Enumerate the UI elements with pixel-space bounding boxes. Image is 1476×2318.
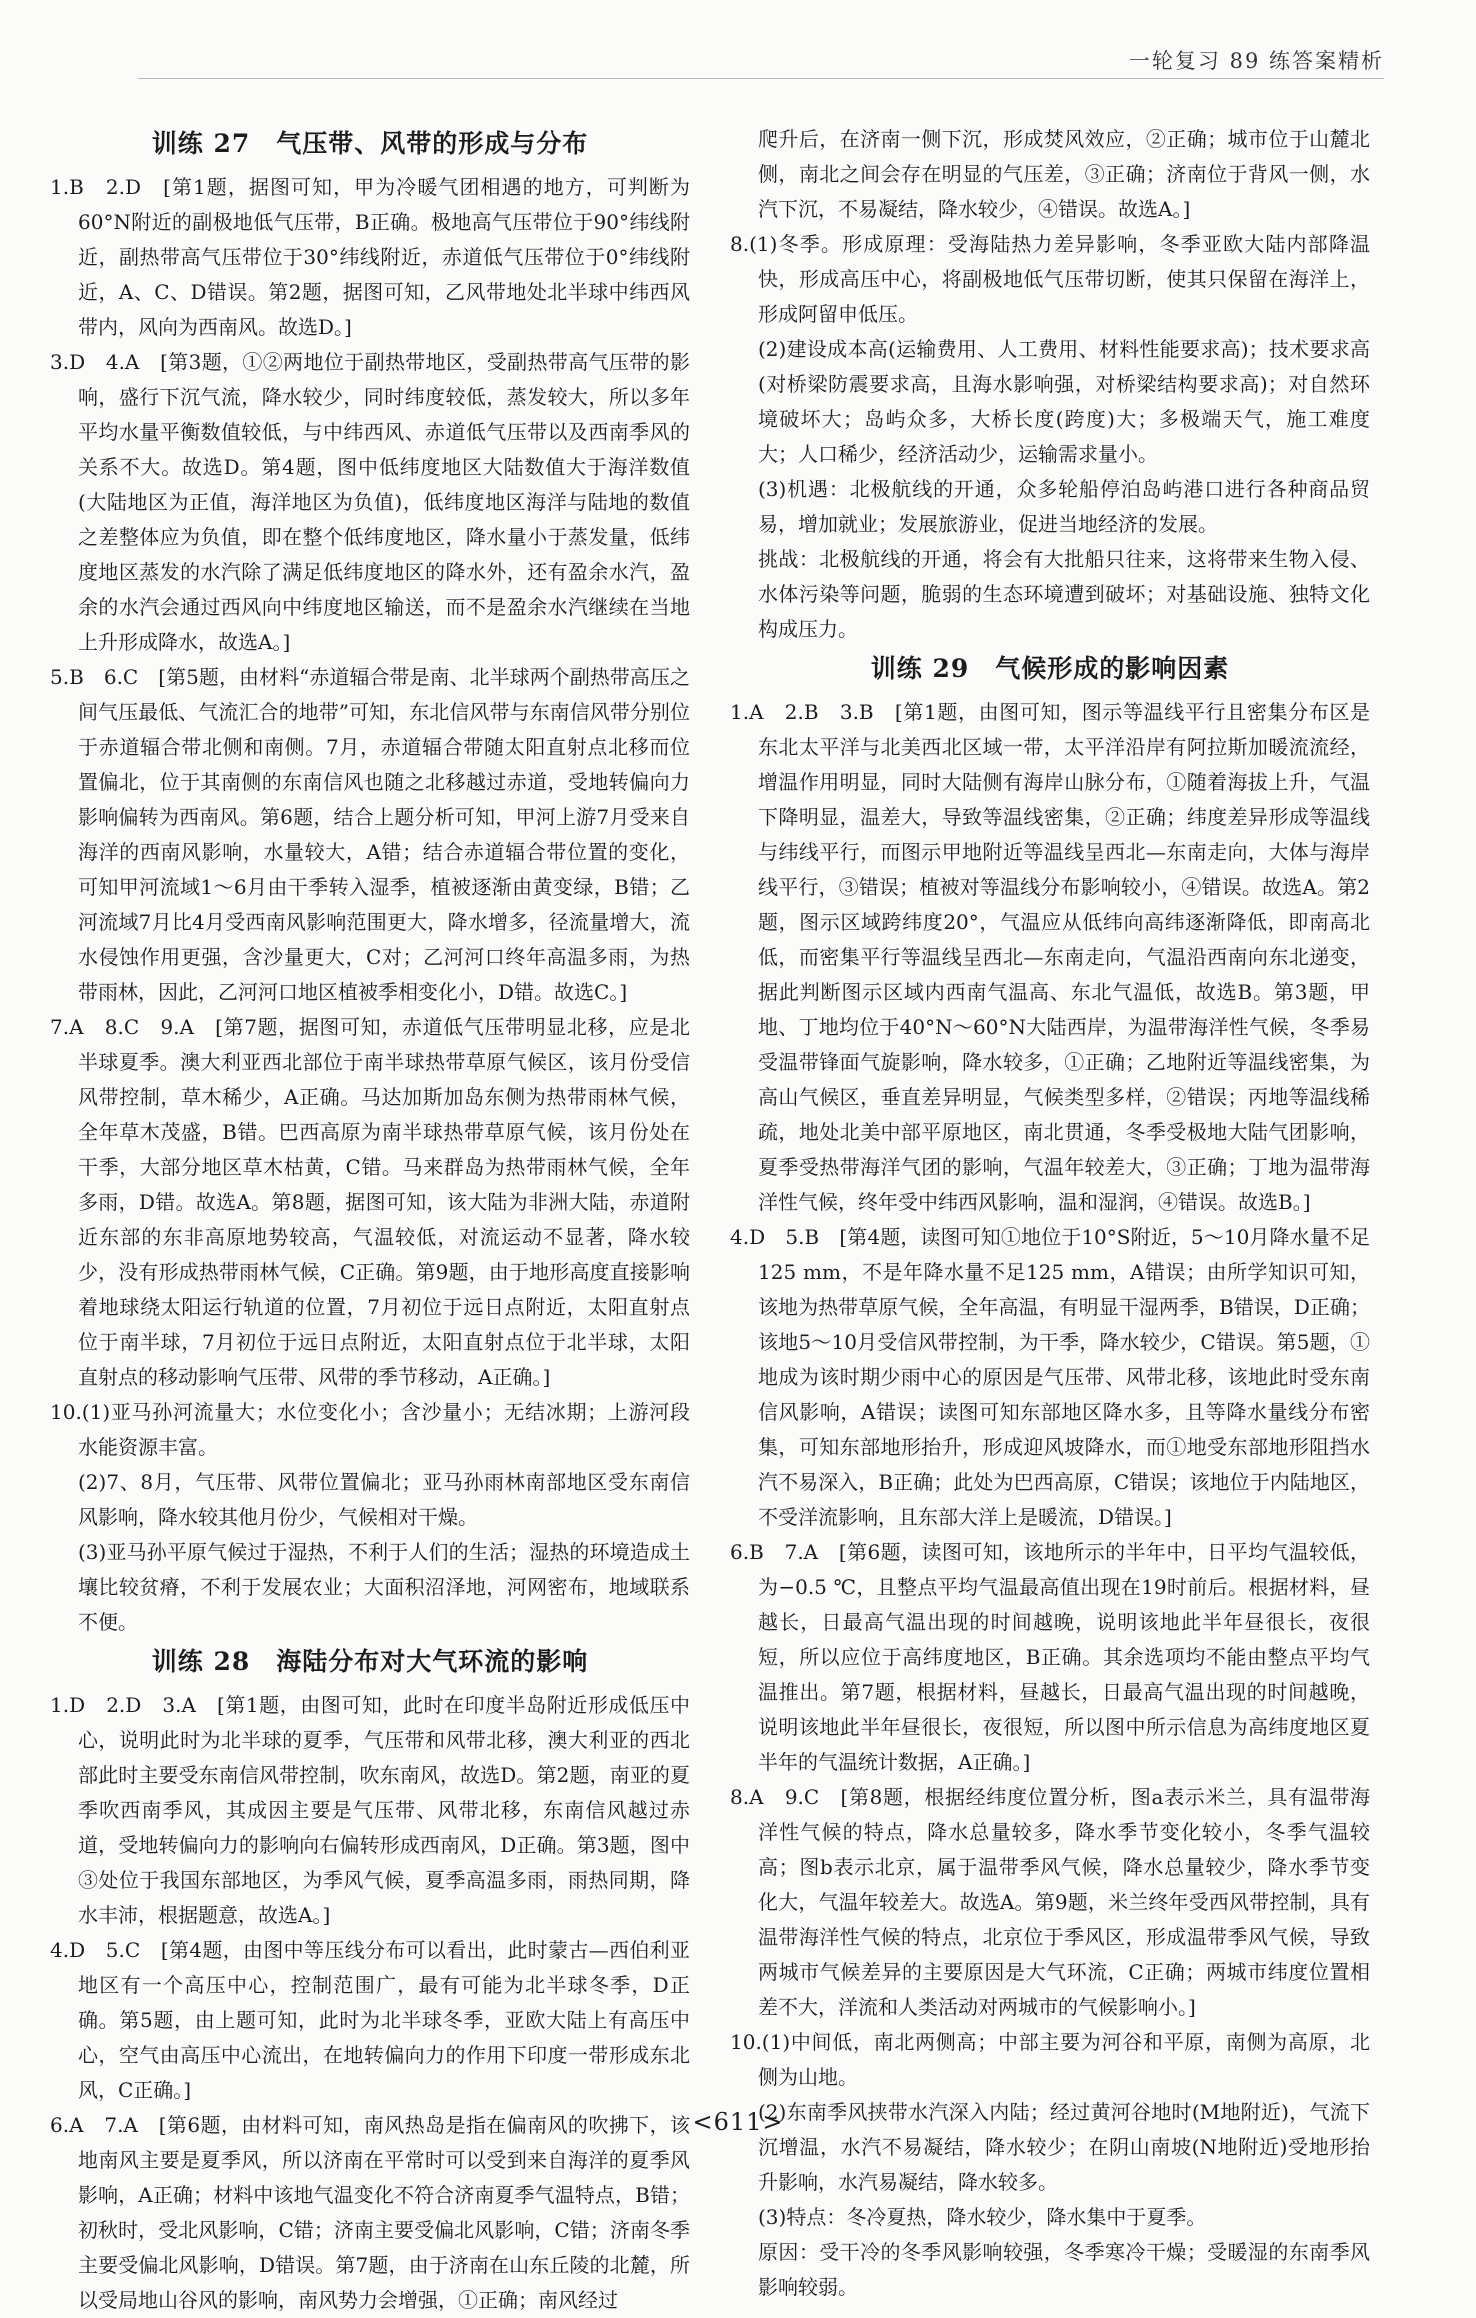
section-title-27: 训练 27 气压带、风带的形成与分布: [151, 129, 589, 158]
page-number: <611>: [692, 2108, 784, 2136]
section-title-29: 训练 29 气候形成的影响因素: [870, 654, 1230, 683]
answer-29-1: 1.A 2.B 3.B [第1题，由图可知，图示等温线平行且密集分布区是东北太平洋与北美西北区域一带，太平洋沿岸有阿拉斯加暖流流经，增温作用明显，同时大陆侧有海岸山脉分布，①随着海拔上升，气温下降明显，温差大，导致等温线密集，②正确；纬度差异形成等温线与纬线平行，而图示甲地附近等温线呈西北—东南走向，大体与海岸线平行，③错误；植被对等温线分布影响较小，④错误。故选A。第2题，图示区域跨纬度20°，气温应从低纬向高纬逐渐降低，即南高北低，而密集平行等温线呈西北—东南走向，气温沿西南向东北递变，据此判断图示区域内西南气温高、东北气温低，故选B。第3题，甲地、丁地均位于40°N～60°N大陆西岸，为温带海洋性气候，冬季易受温带锋面气旋影响，降水较多，①正确；乙地附近等温线密集，为高山气候区，垂直差异明显，气候类型多样，②错误；丙地等温线稀疏，地处北美中部平原地区，南北贯通，冬季受极地大陆气团影响，夏季受热带海洋气团的影响，气温年较差大，③正确；丁地为温带海洋性气候，终年受中纬西风影响，温和湿润，④错误。故选B。]: [730, 700, 1370, 1214]
answer-29-10-2: (2)东南季风挟带水汽深入内陆；经过黄河谷地时(M地附近)，气流下沉增温，水汽不易凝结，降水较少；在阴山南坡(N地附近)受地形抬升影响，水汽易凝结，降水较多。: [758, 2100, 1370, 2194]
answer-27-3: 3.D 4.A [第3题，①②两地位于副热带地区，受副热带高气压带的影响，盛行下沉气流，降水较少，同时纬度较低，蒸发较大，所以多年平均水量平衡数值较低，与中纬西风、赤道低气压带以及西南季风的关系不大。故选D。第4题，图中低纬度地区大陆数值大于海洋数值(大陆地区为正值，海洋地区为负值)，低纬度地区海洋与陆地的数值之差整体应为负值，即在整个低纬度地区，降水量小于蒸发量，低纬度地区蒸发的水汽除了满足低纬度地区的降水外，还有盈余水汽，盈余的水汽会通过西风向中纬度地区输送，而不是盈余水汽继续在当地上升形成降水，故选A。]: [50, 350, 690, 654]
answer-29-10-1: 10.(1)中间低，南北两侧高；中部主要为河谷和平原，南侧为高原，北侧为山地。: [730, 2030, 1370, 2089]
answer-28-4: 4.D 5.C [第4题，由图中等压线分布可以看出，此时蒙古—西伯利亚地区有一个高压中心，控制范围广，最有可能为北半球冬季，D正确。第5题，由上题可知，此时为北半球冬季，亚欧大陆上有高压中心，空气由高压中心流出，在地转偏向力的作用下印度一带形成东北风，C正确。]: [50, 1938, 690, 2102]
answer-28-6: 6.A 7.A [第6题，由材料可知，南风热岛是指在偏南风的吹拂下，该地南风主要是夏季风，所以济南在平常时可以受到来自海洋的夏季风影响，A正确；材料中该地气温变化不符合济南夏季气温特点，B错；初秋时，受北风影响，C错；济南主要受偏北风影响，C错；济南冬季主要受偏北风影响，D错误。第7题，由于济南在山东丘陵的北麓，所以受局地山谷风的影响，南风势力会增强，①正确；南风经过: [50, 2113, 690, 2312]
section-title-28: 训练 28 海陆分布对大气环流的影响: [151, 1647, 589, 1676]
answer-28-8-challenge: 挑战：北极航线的开通，将会有大批船只往来，这将带来生物入侵、水体污染等问题，脆弱的生态环境遭到破坏；对基础设施、独特文化构成压力。: [758, 547, 1370, 641]
answer-28-1: 1.D 2.D 3.A [第1题，由图可知，此时在印度半岛附近形成低压中心，说明此时为北半球的夏季，气压带和风带北移，澳大利亚的西北部此时主要受东南信风带控制，吹东南风，故选D。第2题，南亚的夏季吹西南季风，其成因主要是气压带、风带北移，东南信风越过赤道，受地转偏向力的影响向右偏转形成西南风，D正确。第3题，图中③处位于我国东部地区，为季风气候，夏季高温多雨，雨热同期，降水丰沛，根据题意，故选A。]: [50, 1693, 690, 1927]
answer-27-10-1: 10.(1)亚马孙河流量大；水位变化小；含沙量小；无结冰期；上游河段水能资源丰富。: [50, 1400, 690, 1459]
header-rule: [138, 78, 1384, 79]
answer-27-1: 1.B 2.D [第1题，据图可知，甲为冷暖气团相遇的地方，可判断为60°N附近的副极地低气压带，B正确。极地高气压带位于90°纬线附近，副热带高气压带位于30°纬线附近，赤道低气压带位于0°纬线附近，A、C、D错误。第2题，据图可知，乙风带地处北半球中纬西风带内，风向为西南风。故选D。]: [50, 175, 690, 339]
answer-29-6: 6.B 7.A [第6题，读图可知，该地所示的半年中，日平均气温较低，为−0.5 ℃，且整点平均气温最高值出现在19时前后。根据材料，昼越长，日最高气温出现的时间越晚，说明该地此半年昼很长，夜很短，所以应位于高纬度地区，B正确。其余选项均不能由整点平均气温推出。第7题，根据材料，昼越长，日最高气温出现的时间越晚，说明该地此半年昼很长，夜很短，所以图中所示信息为高纬度地区夏半年的气温统计数据，A正确。]: [730, 1540, 1370, 1774]
answer-28-8-3: (3)机遇：北极航线的开通，众多轮船停泊岛屿港口进行各种商品贸易，增加就业；发展旅游业，促进当地经济的发展。: [758, 477, 1370, 536]
answer-29-10-3: (3)特点：冬冷夏热，降水较少，降水集中于夏季。: [758, 2205, 1207, 2229]
answer-29-4: 4.D 5.B [第4题，读图可知①地位于10°S附近，5～10月降水量不足125 mm，不是年降水量不足125 mm，A错误；由所学知识可知，该地为热带草原气候，全年高温，有明显干湿两季，B错误，D正确；该地5～10月受信风带控制，为干季，降水较少，C错误。第5题，①地成为该时期少雨中心的原因是气压带、风带北移，该地此时受东南信风影响，A错误；读图可知东部地区降水多，且等降水量线分布密集，可知东部地形抬升，形成迎风坡降水，而①地受东部地形阻挡水汽不易深入，B正确；此处为巴西高原，C错误；该地位于内陆地区，不受洋流影响，且东部大洋上是暖流，D错误。]: [730, 1225, 1370, 1529]
answer-29-8: 8.A 9.C [第8题，根据经纬度位置分析，图a表示米兰，具有温带海洋性气候的特点，降水总量较多，降水季节变化较小，冬季气温较高；图b表示北京，属于温带季风气候，降水总量较少，降水季节变化大，气温年较差大。故选A。第9题，米兰终年受西风带控制，具有温带海洋性气候的特点，北京位于季风区，形成温带季风气候，导致两城市气候差异的主要原因是大气环流，C正确；两城市纬度位置相差不大，洋流和人类活动对两城市的气候影响小。]: [730, 1785, 1370, 2019]
answer-28-8-1: 8.(1)冬季。形成原理：受海陆热力差异影响，冬季亚欧大陆内部降温快，形成高压中心，将副极地低气压带切断，使其只保留在海洋上，形成阿留申低压。: [730, 232, 1370, 326]
running-header: 一轮复习 89 练答案精析: [1128, 49, 1384, 73]
answer-28-8-2: (2)建设成本高(运输费用、人工费用、材料性能要求高)；技术要求高(对桥梁防震要求高，且海水影响强，对桥梁结构要求高)；对自然环境破坏大；岛屿众多，大桥长度(跨度)大；多极端天气，施工难度大；人口稀少，经济活动少，运输需求量小。: [758, 337, 1370, 466]
answer-27-10-3: (3)亚马孙平原气候过于湿热，不利于人们的生活；湿热的环境造成土壤比较贫瘠，不利于发展农业；大面积沼泽地，河网密布，地域联系不便。: [78, 1540, 690, 1634]
answer-27-10-2: (2)7、8月，气压带、风带位置偏北；亚马孙雨林南部地区受东南信风影响，降水较其他月份少，气候相对干燥。: [78, 1470, 690, 1529]
answer-28-7-cont: 爬升后，在济南一侧下沉，形成焚风效应，②正确；城市位于山麓北侧，南北之间会存在明显的气压差，③正确；济南位于背风一侧，水汽下沉，不易凝结，降水较少，④错误。故选A。]: [758, 127, 1370, 221]
answer-27-5: 5.B 6.C [第5题，由材料“赤道辐合带是南、北半球两个副热带高压之间气压最低、气流汇合的地带”可知，东北信风带与东南信风带分别位于赤道辐合带北侧和南侧。7月，赤道辐合带随太阳直射点北移而位置偏北，位于其南侧的东南信风也随之北移越过赤道，受地转偏向力影响偏转为西南风。第6题，结合上题分析可知，甲河上游7月受来自海洋的西南风影响，水量较大，A错；结合赤道辐合带位置的变化，可知甲河流域1～6月由干季转入湿季，植被逐渐由黄变绿，B错；乙河流域7月比4月受西南风影响范围更大，降水增多，径流量增大，流水侵蚀作用更强，含沙量更大，C对；乙河河口终年高温多雨，为热带雨林，因此，乙河河口地区植被季相变化小，D错。故选C。]: [50, 665, 690, 1004]
answer-27-7: 7.A 8.C 9.A [第7题，据图可知，赤道低气压带明显北移，应是北半球夏季。澳大利亚西北部位于南半球热带草原气候区，该月份受信风带控制，草木稀少，A正确。马达加斯加岛东侧为热带雨林气候，全年草木茂盛，B错。巴西高原为南半球热带草原气候，该月份处在干季，大部分地区草木枯黄，C错。马来群岛为热带雨林气候，全年多雨，D错。故选A。第8题，据图可知，该大陆为非洲大陆，赤道附近东部的东非高原地势较高，气温较低，对流运动不显著，降水较少，没有形成热带雨林气候，C正确。第9题，由于地形高度直接影响着地球绕太阳运行轨道的位置，7月初位于远日点附近，太阳直射点位于南半球，7月初位于远日点附近，太阳直射点位于北半球，太阳直射点的移动影响气压带、风带的季节移动，A正确。]: [50, 1015, 690, 1389]
answer-29-10-reason: 原因：受干冷的冬季风影响较强，冬季寒冷干燥；受暖湿的东南季风影响较弱。: [758, 2240, 1370, 2299]
left-column: [50, 122, 690, 2312]
